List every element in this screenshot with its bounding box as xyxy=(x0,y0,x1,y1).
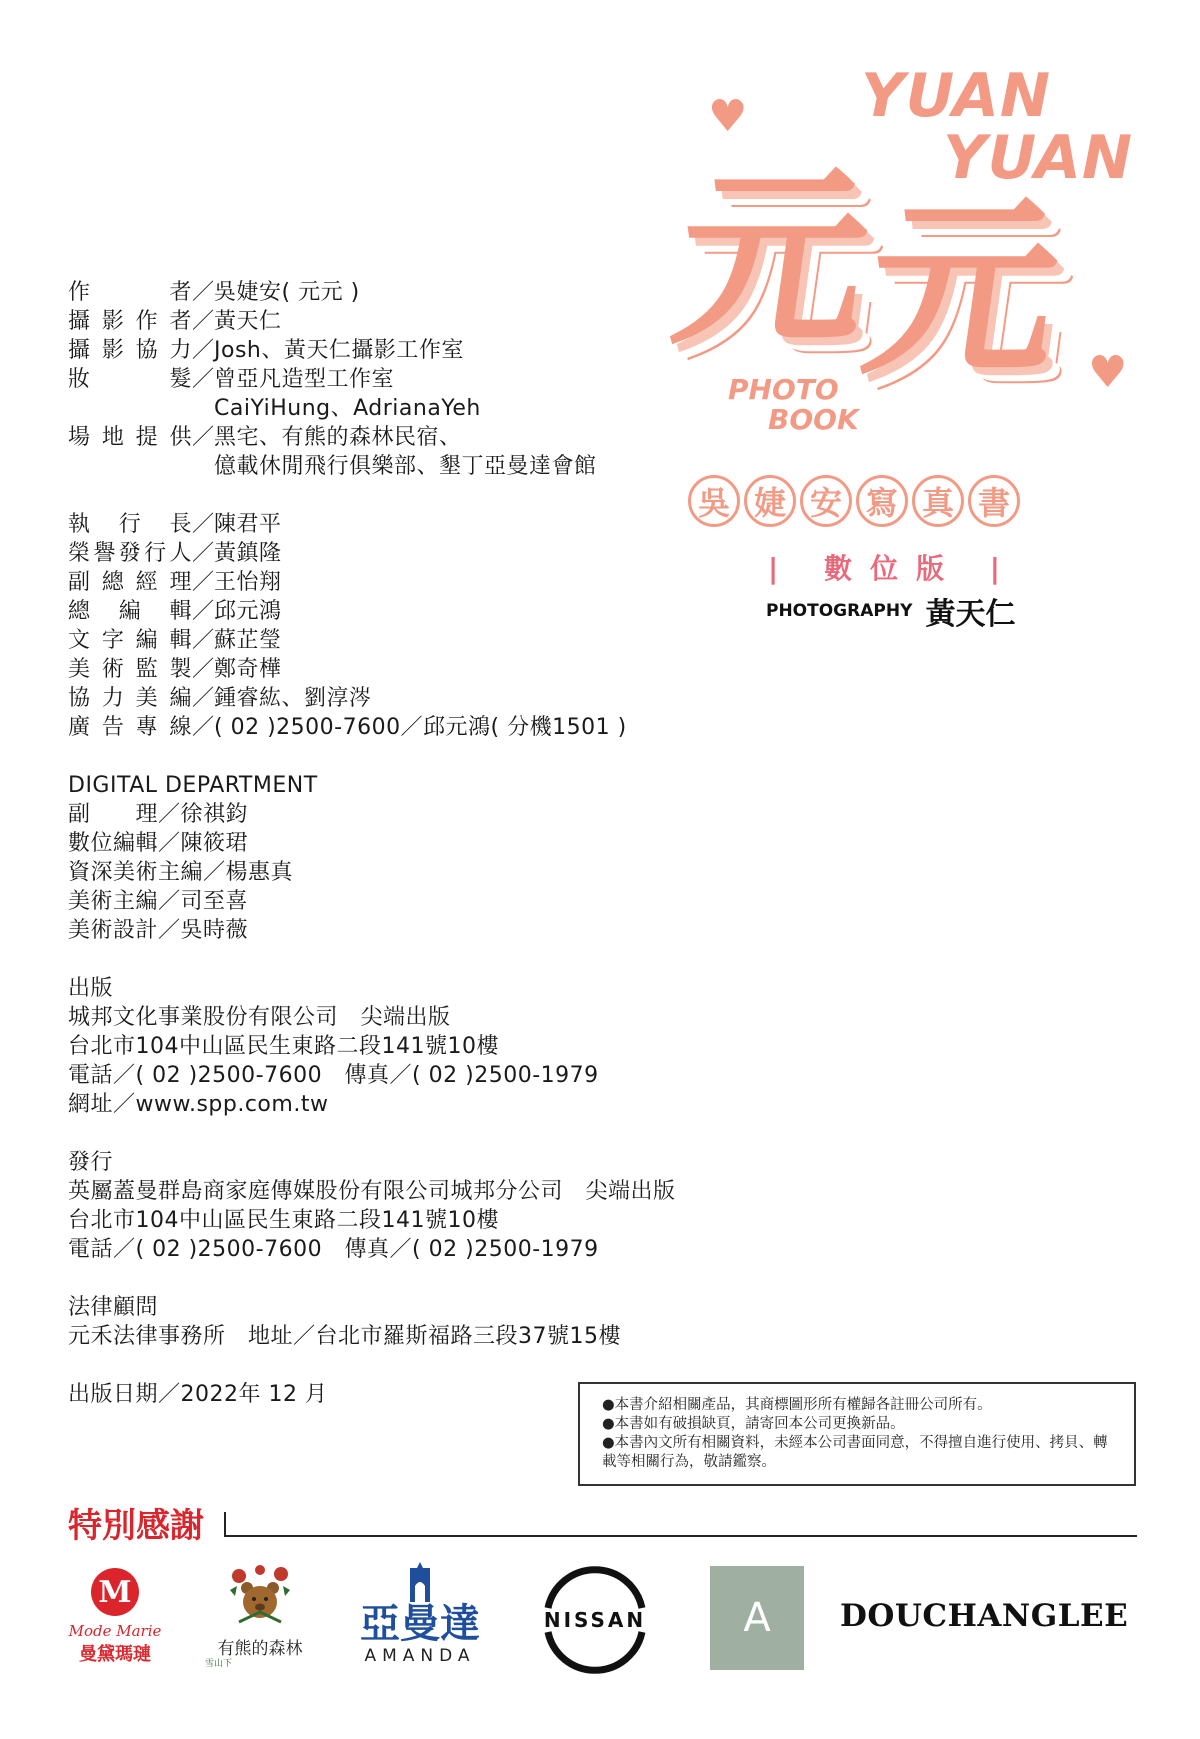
spacer xyxy=(68,1119,688,1148)
mode-marie-cn: 曼黛瑪璉 xyxy=(79,1644,151,1665)
logo-subtitle xyxy=(688,475,1020,527)
credit-line: 美術設計／吳時薇 xyxy=(68,918,249,943)
credit-value: Josh、黃天仁攝影工作室 xyxy=(214,338,464,363)
credit-row xyxy=(68,626,688,655)
separator: ／ xyxy=(192,657,215,682)
a-brand-logo xyxy=(710,1566,804,1670)
logo-big-char-1: 元 xyxy=(662,149,884,370)
credit-row xyxy=(68,510,688,539)
separator: ／ xyxy=(192,599,215,624)
logo-photo-text: PHOTO xyxy=(728,373,839,406)
bear-forest-name: 有熊的森林 xyxy=(217,1639,303,1659)
subtitle-char: 安 xyxy=(800,475,852,527)
credit-value: 曾亞凡造型工作室 xyxy=(214,367,395,392)
separator: ／ xyxy=(192,280,215,305)
notice-item: ●本書內文所有相關資料，未經本公司書面同意，不得擅自進行使用、拷貝、轉載等相關行為，敬請鑑察。 xyxy=(602,1435,1108,1470)
credit-label: 攝影作者 xyxy=(68,309,192,334)
separator: ／ xyxy=(192,686,215,711)
separator: ／ xyxy=(192,570,215,595)
credit-line: 法律顧問 xyxy=(68,1295,159,1320)
credit-line: 電話／( 02 )2500-7600 傳真／( 02 )2500-1979 xyxy=(68,1063,599,1088)
subtitle-char: 婕 xyxy=(744,475,796,527)
credit-continuation: CaiYiHung、AdrianaYeh xyxy=(214,396,481,421)
notice-item: ●本書介紹相關產品，其商標圖形所有權歸各註冊公司所有。 xyxy=(602,1397,992,1413)
credit-row xyxy=(68,307,688,336)
logo-yuan-word-1: YUAN xyxy=(861,61,1052,131)
separator: ／ xyxy=(192,309,215,334)
separator: ／ xyxy=(192,715,215,740)
special-thanks-title: 特別感謝 xyxy=(68,1506,204,1546)
subtitle-char: 寫 xyxy=(856,475,908,527)
credit-line: 美術主編／司至喜 xyxy=(68,889,249,914)
notice-box xyxy=(578,1382,1136,1486)
douchanglee-logo: DOUCHANGLEE xyxy=(840,1598,1129,1634)
mode-marie-logo xyxy=(60,1560,170,1680)
notice-item: ●本書如有破損缺頁，請寄回本公司更換新品。 xyxy=(602,1416,905,1432)
a-brand-mark: A xyxy=(743,1595,771,1641)
mode-marie-mark: M xyxy=(91,1568,139,1616)
subtitle-char: 真 xyxy=(912,475,964,527)
nissan-logo xyxy=(530,1560,660,1680)
credit-label: 作 者 xyxy=(68,280,192,305)
credit-row xyxy=(68,539,688,568)
credit-line: 台北市104中山區民生東路二段141號10樓 xyxy=(68,1208,499,1233)
amanda-en: AMANDA xyxy=(364,1646,476,1666)
logo-yuan-word-2: YUAN xyxy=(943,123,1134,193)
heart-icon: ♥ xyxy=(708,91,748,142)
credit-row xyxy=(68,278,688,307)
credit-line: 電話／( 02 )2500-7600 傳真／( 02 )2500-1979 xyxy=(68,1237,599,1262)
credit-label: 場地提供 xyxy=(68,425,192,450)
subtitle-char: 書 xyxy=(968,475,1020,527)
credit-value: 蘇芷瑩 xyxy=(214,628,282,653)
separator: ／ xyxy=(192,628,215,653)
credit-row xyxy=(68,655,688,684)
credit-value: 邱元鴻 xyxy=(214,599,282,624)
spacer xyxy=(68,481,688,510)
bear-icon xyxy=(225,1564,295,1626)
credit-line: 台北市104中山區民生東路二段141號10樓 xyxy=(68,1034,499,1059)
spacer xyxy=(68,945,688,974)
heart-icon: ♥ xyxy=(1088,347,1128,398)
nissan-emblem-icon xyxy=(530,1560,660,1680)
credit-line: 網址／www.spp.com.tw xyxy=(68,1092,329,1117)
credit-line: 英屬蓋曼群島商家庭傳媒股份有限公司城邦分公司 尖端出版 xyxy=(68,1179,676,1204)
photography-credit xyxy=(766,589,1015,633)
mode-marie-name: Mode Marie xyxy=(68,1622,162,1640)
credit-value: 黃天仁 xyxy=(214,309,282,334)
credit-value: 鄭奇樺 xyxy=(214,657,282,682)
credit-line: 發行 xyxy=(68,1150,114,1175)
spacer xyxy=(68,742,688,771)
credit-row xyxy=(68,597,688,626)
credit-line: DIGITAL DEPARTMENT xyxy=(68,773,318,798)
separator: ／ xyxy=(192,338,215,363)
nissan-text: NISSAN xyxy=(543,1608,647,1632)
credit-row xyxy=(68,336,688,365)
credit-value: ( 02 )2500-7600／邱元鴻( 分機1501 ) xyxy=(214,715,627,740)
subtitle-char: 吳 xyxy=(688,475,740,527)
credit-row xyxy=(68,365,688,394)
digital-edition-label: | 數位版 | xyxy=(768,552,1018,585)
credit-value: 吳婕安( 元元 ) xyxy=(214,280,360,305)
spacer xyxy=(68,1264,688,1293)
bear-forest-sub: 雪山下 xyxy=(205,1659,233,1669)
credit-label: 協力美編 xyxy=(68,686,192,711)
separator: ／ xyxy=(192,541,215,566)
credit-value: 黃鎮隆 xyxy=(214,541,282,566)
credit-line: 出版日期／2022年 12 月 xyxy=(68,1382,328,1407)
spacer xyxy=(68,1351,688,1380)
credit-row xyxy=(68,423,688,452)
book-title-logo xyxy=(662,55,1148,655)
separator: ／ xyxy=(192,425,215,450)
credit-label: 美術監製 xyxy=(68,657,192,682)
credit-line: 元禾法律事務所 地址／台北市羅斯福路三段37號15樓 xyxy=(68,1324,621,1349)
credit-row xyxy=(68,684,688,713)
credit-value: 陳君平 xyxy=(214,512,282,537)
credit-value: 鍾睿紘、劉淳涔 xyxy=(214,686,372,711)
credit-line: 資深美術主編／楊惠真 xyxy=(68,860,294,885)
credit-line: 出版 xyxy=(68,976,114,1001)
credit-label: 廣告專線 xyxy=(68,715,192,740)
credit-row xyxy=(68,713,688,742)
credit-line: 數位編輯／陳筱珺 xyxy=(68,831,249,856)
separator: ／ xyxy=(192,512,215,537)
credit-continuation: 億載休閒飛行俱樂部、墾丁亞曼達會館 xyxy=(214,454,597,479)
photography-label: PHOTOGRAPHY xyxy=(766,601,913,621)
divider xyxy=(224,1512,226,1537)
sponsor-logos xyxy=(60,1560,1140,1680)
credit-line: 城邦文化事業股份有限公司 尖端出版 xyxy=(68,1005,451,1030)
credit-value: 黑宅、有熊的森林民宿、 xyxy=(214,425,462,450)
logo-photobook xyxy=(728,375,859,435)
credit-row xyxy=(68,568,688,597)
separator: ／ xyxy=(192,367,215,392)
credit-label: 執 行 長 xyxy=(68,512,192,537)
credit-label: 副總經理 xyxy=(68,570,192,595)
credits-block xyxy=(68,278,688,1409)
amanda-cn: 亞曼達 xyxy=(360,1601,480,1647)
amanda-logo xyxy=(350,1560,490,1680)
credit-label: 妝 髮 xyxy=(68,367,192,392)
building-icon xyxy=(402,1560,438,1602)
logo-book-text: BOOK xyxy=(768,403,859,436)
credit-label: 攝影協力 xyxy=(68,338,192,363)
credit-label: 榮譽發行人 xyxy=(68,541,192,566)
credit-value: 王怡翔 xyxy=(214,570,282,595)
divider xyxy=(224,1535,1137,1537)
credit-label: 總 編 輯 xyxy=(68,599,192,624)
bear-forest-logo xyxy=(205,1560,315,1680)
photographer-name: 黃天仁 xyxy=(925,597,1016,632)
logo-big-char-2: 元 xyxy=(852,179,1074,400)
credit-label: 文字編輯 xyxy=(68,628,192,653)
credit-line: 副 理／徐祺鈞 xyxy=(68,802,249,827)
